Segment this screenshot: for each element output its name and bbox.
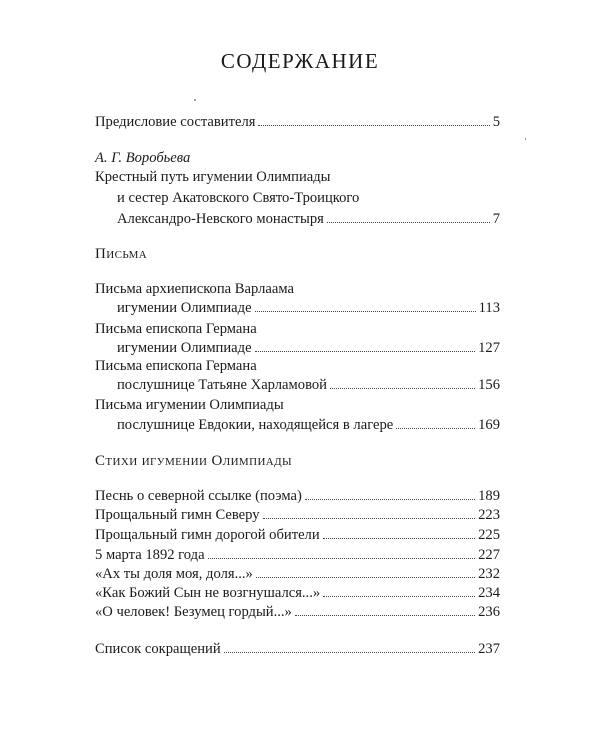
toc-entry-line: Крестный путь игумении Олимпиады	[95, 169, 331, 185]
toc-entry-label: Предисловие составителя	[95, 114, 256, 130]
toc-entry-poem[interactable]	[95, 565, 500, 584]
dot-leader	[224, 651, 475, 653]
toc-entry-label: Песнь о северной ссылке (поэма)	[95, 488, 302, 504]
toc-entry-label: послушнице Евдокии, находящейся в лагере	[117, 417, 394, 433]
toc-entry-line: Письма архиепископа Варлаама	[95, 281, 294, 297]
toc-page-number: 232	[478, 566, 500, 582]
dot-leader	[327, 221, 490, 223]
toc-page-number: 225	[478, 527, 500, 543]
dot-leader	[255, 350, 476, 352]
section-heading-poems: Стихи игумении Олимпиады	[95, 453, 293, 469]
toc-entry-label: Прощальный гимн Северу	[95, 507, 260, 523]
toc-page-number: 5	[492, 114, 500, 130]
toc-entry-poem[interactable]	[95, 506, 500, 525]
toc-entry-poem[interactable]	[95, 487, 500, 506]
toc-entry-label: Прощальный гимн дорогой обители	[95, 527, 320, 543]
toc-entry-letters-varlaam[interactable]	[117, 299, 500, 318]
dot-leader	[256, 576, 475, 578]
dot-leader	[258, 124, 489, 126]
toc-entry-letters-german-2[interactable]	[117, 376, 500, 395]
toc-entry-label: Александро-Невского монастыря	[117, 211, 324, 227]
dot-leader	[255, 310, 476, 312]
scan-speck	[525, 138, 526, 140]
dot-leader	[396, 427, 475, 429]
toc-entry-label: «О человек! Безумец гордый...»	[95, 604, 292, 620]
toc-page-number: 7	[492, 211, 500, 227]
toc-entry-letters-olimpiada[interactable]	[117, 416, 500, 435]
author-name: А. Г. Воробьева	[95, 150, 191, 166]
page-title: СОДЕРЖАНИЕ	[220, 49, 380, 73]
dot-leader	[330, 387, 475, 389]
dot-leader	[323, 595, 475, 597]
scan-speck	[194, 99, 196, 101]
toc-page-number: 156	[478, 377, 500, 393]
toc-entry-label: «Как Божий Сын не возгнушался...»	[95, 585, 321, 601]
toc-entry-label: «Ах ты доля моя, доля...»	[95, 566, 253, 582]
dot-leader	[295, 614, 475, 616]
toc-entry-preface[interactable]	[95, 113, 500, 132]
section-heading-letters: Письма	[95, 246, 148, 262]
toc-entry-poem[interactable]	[95, 546, 500, 565]
toc-entry-label: игумении Олимпиаде	[117, 340, 252, 356]
dot-leader	[263, 517, 476, 519]
toc-page-number: 127	[478, 340, 500, 356]
toc-page-number: 236	[478, 604, 500, 620]
toc-entry-poem[interactable]	[95, 584, 500, 603]
toc-entry-vorobieva[interactable]	[117, 210, 500, 229]
dot-leader	[305, 498, 475, 500]
toc-entry-line: Письма игумении Олимпиады	[95, 397, 284, 413]
toc-page-number: 223	[478, 507, 500, 523]
toc-entry-line: и сестер Акатовского Свято-Троицкого	[117, 190, 360, 206]
toc-page-number: 227	[478, 547, 500, 563]
toc-page-number: 169	[478, 417, 500, 433]
toc-entry-line: Письма епископа Германа	[95, 321, 257, 337]
toc-entry-letters-german-1[interactable]	[117, 339, 500, 358]
toc-entry-label: 5 марта 1892 года	[95, 547, 205, 563]
toc-entry-poem[interactable]	[95, 526, 500, 545]
dot-leader	[208, 557, 476, 559]
toc-page-number: 113	[478, 300, 500, 316]
toc-entry-poem[interactable]	[95, 603, 500, 622]
toc-entry-abbreviations[interactable]	[95, 640, 500, 659]
toc-entry-line: Письма епископа Германа	[95, 358, 257, 374]
toc-page-number: 189	[478, 488, 500, 504]
dot-leader	[323, 537, 475, 539]
toc-page-number: 234	[478, 585, 500, 601]
toc-entry-label: послушнице Татьяне Харламовой	[117, 377, 327, 393]
toc-entry-label: Список сокращений	[95, 641, 221, 657]
toc-page-number: 237	[478, 641, 500, 657]
toc-entry-label: игумении Олимпиаде	[117, 300, 252, 316]
